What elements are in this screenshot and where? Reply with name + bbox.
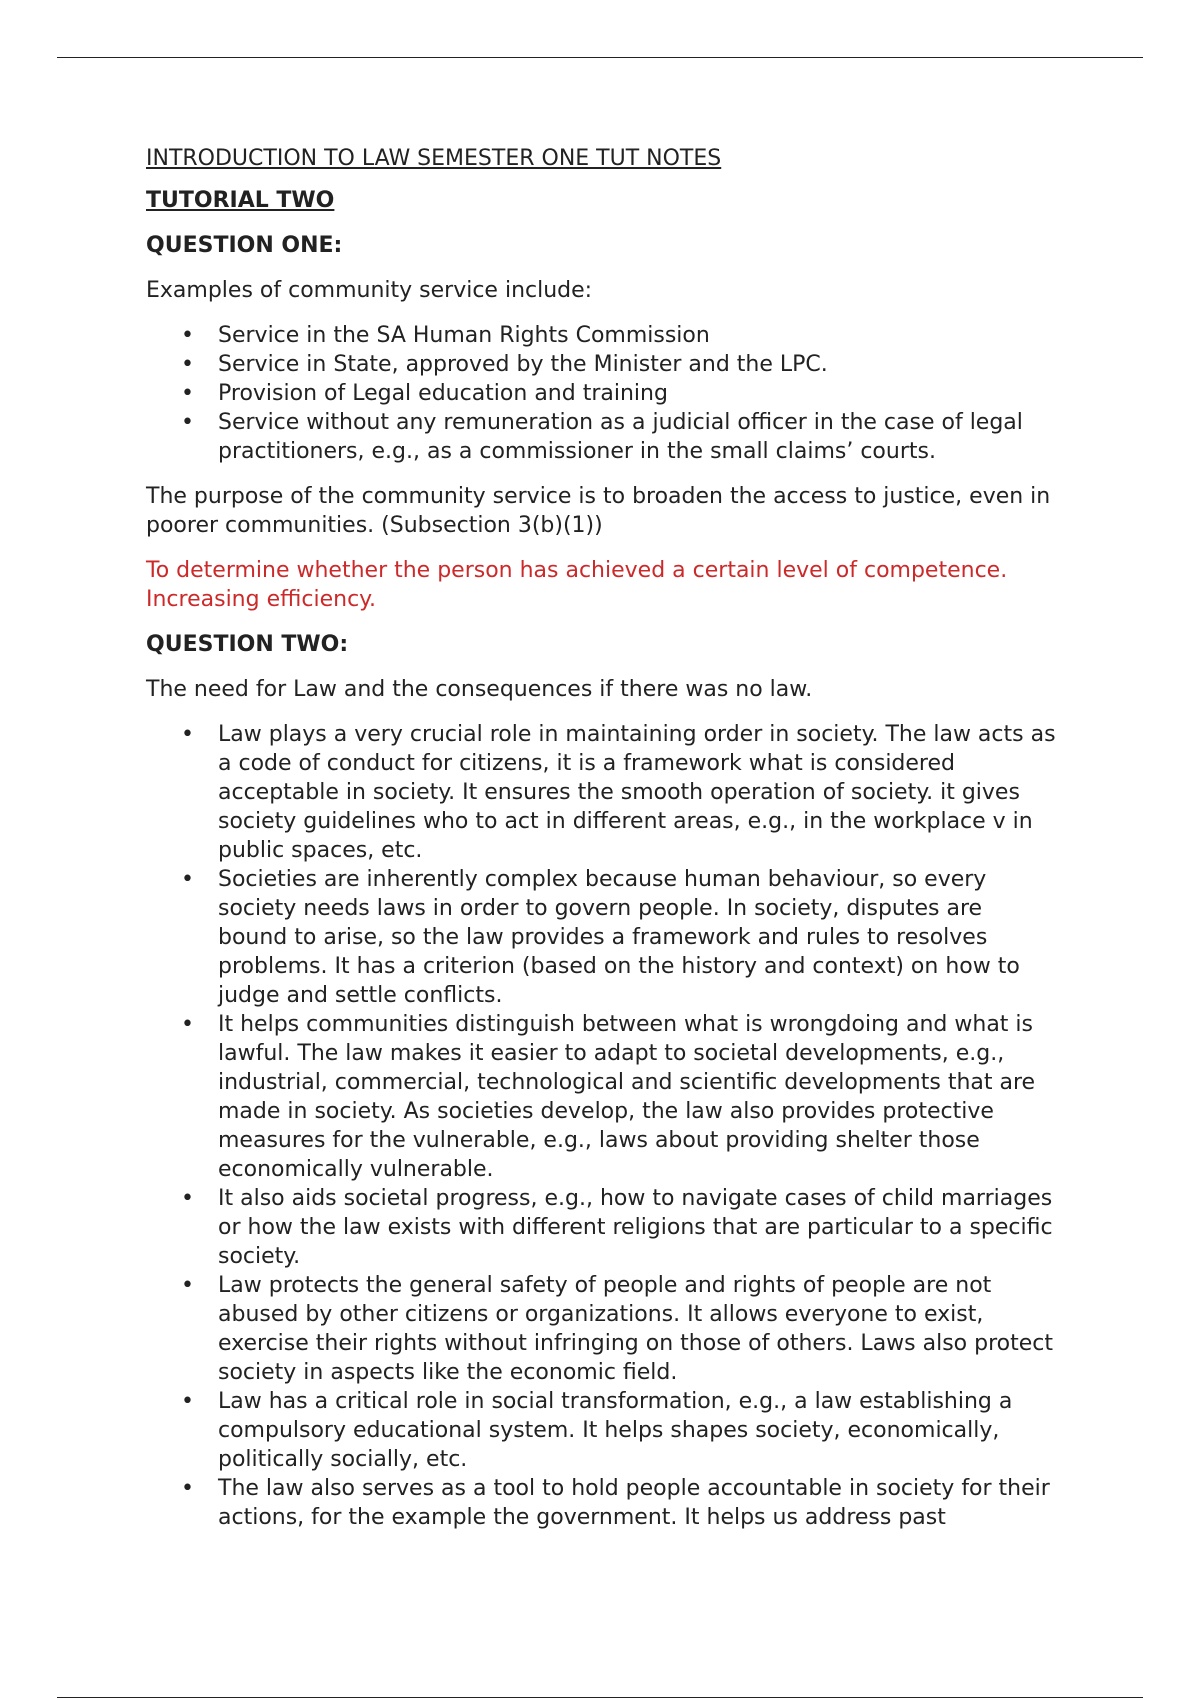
list-item-text: Societies are inherently complex because human behaviour, so every society needs laws in order to govern people. In society, disputes are bound to arise, so the law provides a framework and rules to resolves problems. It has a criterion (based on the history and context) on how to judge and settle conflicts.	[218, 867, 1020, 1008]
document-title: INTRODUCTION TO LAW SEMESTER ONE TUT NOTES	[146, 146, 722, 171]
list-item	[146, 1387, 1056, 1474]
list-item-text: Law has a critical role in social transformation, e.g., a law establishing a compulsory educational system. It helps shapes society, economically, politically socially, etc.	[218, 1389, 1013, 1472]
list-item	[146, 1474, 1056, 1532]
red-note	[146, 556, 1056, 614]
list-item	[146, 321, 1056, 350]
bullet-icon: •	[181, 1012, 194, 1037]
bullet-icon: •	[181, 410, 194, 435]
list-item-text: Provision of Legal education and training	[218, 381, 668, 406]
bullet-icon: •	[181, 1389, 194, 1414]
list-item-text: Service in State, approved by the Minister and the LPC.	[218, 352, 828, 377]
tutorial-heading: TUTORIAL TWO	[146, 188, 335, 213]
red-note-line-1: To determine whether the person has achieved a certain level of competence.	[146, 558, 1008, 583]
question-two-intro: The need for Law and the consequences if there was no law.	[146, 677, 813, 702]
list-item	[146, 350, 1056, 379]
list-item	[146, 1010, 1056, 1184]
bullet-icon: •	[181, 1186, 194, 1211]
bullet-icon: •	[181, 352, 194, 377]
bullet-icon: •	[181, 722, 194, 747]
list-item	[146, 1184, 1056, 1271]
document-body	[146, 144, 1056, 1548]
need-for-law-list	[146, 720, 1056, 1532]
bullet-icon: •	[181, 867, 194, 892]
list-item-text: Law protects the general safety of people and rights of people are not abused by other citizens or organizations. It allows everyone to exist, exercise their rights without infringing on those of others. Laws also protect society in aspects like the economic field.	[218, 1273, 1054, 1385]
list-item-text: Service in the SA Human Rights Commission	[218, 323, 710, 348]
question-one-intro: Examples of community service include:	[146, 278, 593, 303]
bullet-icon: •	[181, 381, 194, 406]
bullet-icon: •	[181, 1476, 194, 1501]
list-item	[146, 408, 1056, 466]
list-item-text: Service without any remuneration as a judicial officer in the case of legal practitioners, e.g., as a commissioner in the small claims’ courts.	[218, 410, 1023, 464]
community-service-list	[146, 321, 1056, 466]
question-two-heading: QUESTION TWO:	[146, 632, 349, 657]
red-note-line-2: Increasing efficiency.	[146, 587, 377, 612]
list-item	[146, 865, 1056, 1010]
list-item-text: It also aids societal progress, e.g., how to navigate cases of child marriages or how the law exists with different religions that are particular to a specific society.	[218, 1186, 1053, 1269]
purpose-paragraph: The purpose of the community service is to broaden the access to justice, even in poorer communities. (Subsection 3(b)(1))	[146, 484, 1051, 538]
bullet-icon: •	[181, 323, 194, 348]
footer-rule	[57, 1697, 1143, 1698]
bullet-icon: •	[181, 1273, 194, 1298]
list-item-text: The law also serves as a tool to hold people accountable in society for their actions, for the example the government. It helps us address past	[218, 1476, 1050, 1530]
list-item	[146, 720, 1056, 865]
question-one-heading: QUESTION ONE:	[146, 233, 343, 258]
list-item	[146, 379, 1056, 408]
list-item-text: Law plays a very crucial role in maintaining order in society. The law acts as a code of conduct for citizens, it is a framework what is considered acceptable in society. It ensures the smooth operation of society. it gives society guidelines who to act in different areas, e.g., in the workplace v in public spaces, etc.	[218, 722, 1056, 863]
list-item	[146, 1271, 1056, 1387]
header-rule	[57, 57, 1143, 58]
list-item-text: It helps communities distinguish between what is wrongdoing and what is lawful. The law makes it easier to adapt to societal developments, e.g., industrial, commercial, technological and scientific developments that are made in society. As societies develop, the law also provides protective measures for the vulnerable, e.g., laws about providing shelter those economically vulnerable.	[218, 1012, 1036, 1182]
